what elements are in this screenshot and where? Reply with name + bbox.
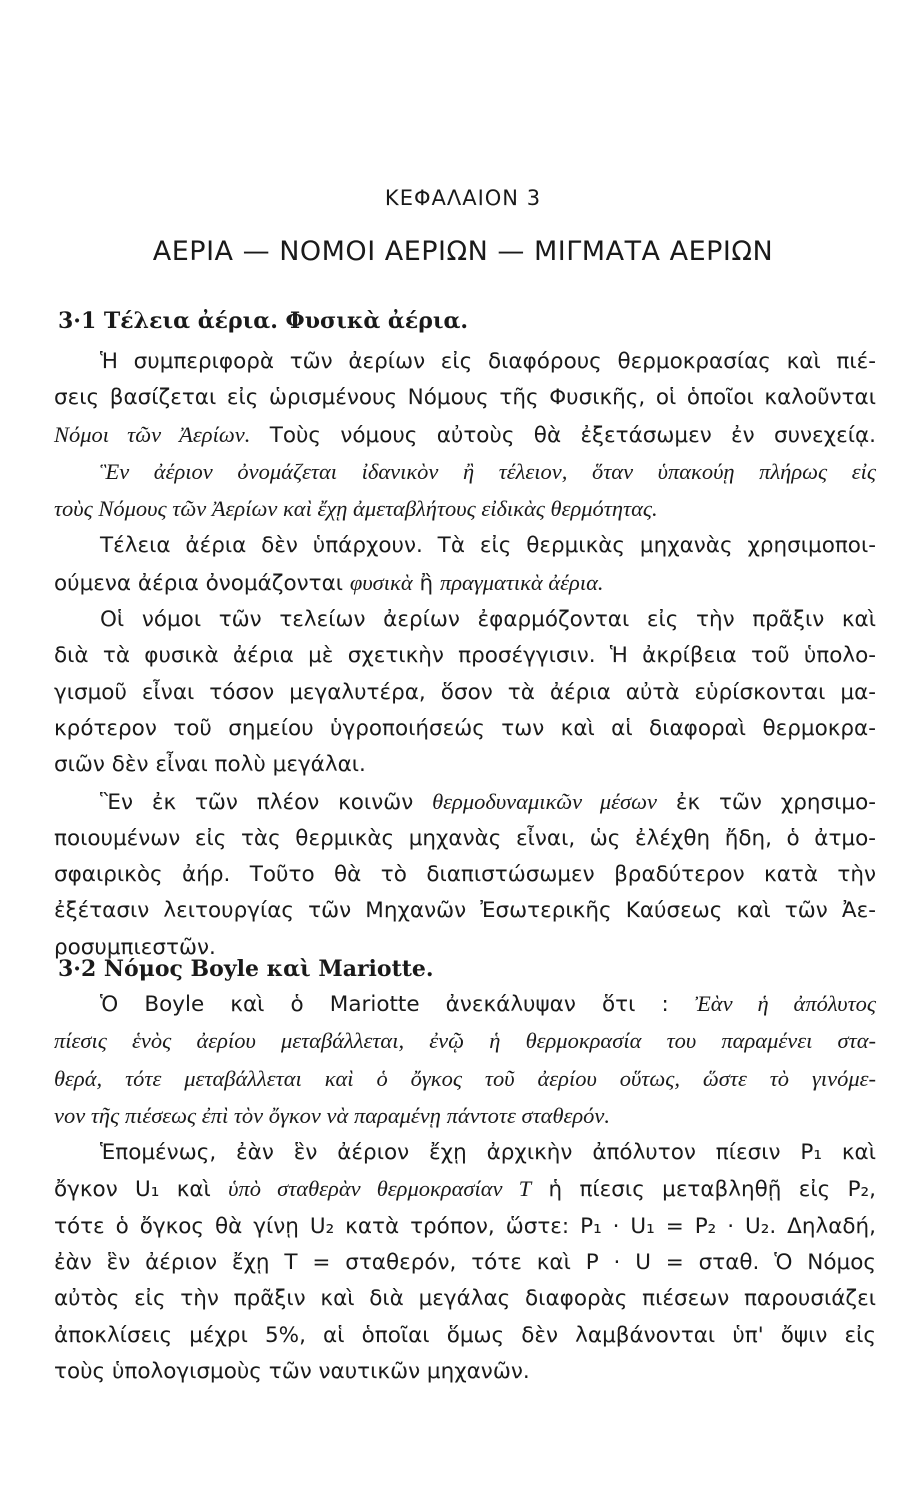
text-line: ροσυμπιεστῶν. xyxy=(54,934,216,960)
text-line: κρότερον τοῦ σημείου ὑγροποιήσεώς των καὶ αἱ διαφοραὶ θερμοκρα- xyxy=(54,715,876,741)
paragraph-ideal-gas-intro xyxy=(54,344,876,966)
italic-term: ὑπὸ σταθερὰν θερμοκρασίαν T xyxy=(228,1176,532,1202)
text-fragment: Τοὺς νόμους αὐτοὺς θὰ ἐξετάσωμεν ἐν συνεχείᾳ. xyxy=(269,422,877,448)
text-line xyxy=(54,417,876,454)
text-fragment: ἢ xyxy=(419,570,434,596)
italic-law: πίεσις ἑνὸς ἀερίου μεταβάλλεται, ἐνῷ ἡ θερμοκρασία του παραμένει στα- xyxy=(54,1028,876,1054)
text-line: Ἑπομένως, ἐὰν ἓν ἀέριον ἔχῃ ἀρχικὴν ἀπόλυτον πίεσιν P₁ καὶ xyxy=(100,1140,876,1166)
text-fragment: Ἓν ἐκ τῶν πλέον κοινῶν xyxy=(100,789,414,815)
text-line: ἀποκλίσεις μέχρι 5%, αἱ ὁποῖαι ὅμως δὲν λαμβάνονται ὑπ' ὄψιν εἰς xyxy=(54,1322,876,1348)
italic-law: νον τῆς πιέσεως ἐπὶ τὸν ὄγκον νὰ παραμένῃ πάντοτε σταθερόν. xyxy=(54,1102,611,1128)
text-fragment: ὄγκον U₁ καὶ xyxy=(54,1177,211,1203)
text-line: ἐξέτασιν λειτουργίας τῶν Μηχανῶν Ἐσωτερικῆς Καύσεως καὶ τῶν Ἀε- xyxy=(54,898,876,924)
text-line: αὐτὸς εἰς τὴν πρᾶξιν καὶ διὰ μεγάλας διαφορὰς πιέσεων παρουσιάζει xyxy=(54,1286,876,1312)
chapter-title: ΑΕΡΙΑ — ΝΟΜΟΙ ΑΕΡΙΩΝ — ΜΙΓΜΑΤΑ ΑΕΡΙΩΝ xyxy=(152,236,774,267)
text-line: διὰ τὰ φυσικὰ ἀέρια μὲ σχετικὴν προσέγγισιν. Ἡ ἀκρίβεια τοῦ ὑπολο- xyxy=(54,643,876,669)
italic-definition: τοὺς Νόμους τῶν Ἀερίων καὶ ἔχῃ ἀμεταβλήτους εἰδικὰς θερμότητας. xyxy=(54,496,658,522)
section-heading-3-2: 3·2 Νόμος Boyle καὶ Mariotte. xyxy=(58,956,434,982)
italic-law: θερά, τότε μεταβάλλεται καὶ ὁ ὄγκος τοῦ ἀερίου οὕτως, ὥστε τὸ γινόμε- xyxy=(54,1065,876,1091)
paragraph-boyle-mariotte xyxy=(54,986,876,1390)
italic-term: φυσικὰ xyxy=(349,569,413,595)
text-line xyxy=(54,1023,876,1060)
text-line xyxy=(54,1098,876,1135)
italic-term: πραγματικὰ ἀέρια. xyxy=(439,569,604,595)
text-line xyxy=(54,986,876,1023)
text-line xyxy=(54,454,876,491)
section-heading-3-1: 3·1 Τέλεια ἀέρια. Φυσικὰ ἀέρια. xyxy=(58,308,469,334)
text-line xyxy=(54,784,876,821)
italic-law: Ἐὰν ἡ ἀπόλυτος xyxy=(694,991,877,1016)
text-fragment: Ὁ Boyle καὶ ὁ Mariotte ἀνεκάλυψαν ὅτι : xyxy=(100,992,669,1017)
text-line: σεις βασίζεται εἰς ὡρισμένους Νόμους τῆς Φυσικῆς, οἱ ὁποῖοι καλοῦνται xyxy=(54,385,876,411)
text-line: Ἡ συμπεριφορὰ τῶν ἀερίων εἰς διαφόρους θερμοκρασίας καὶ πιέ- xyxy=(100,349,876,374)
text-fragment: ἐκ τῶν χρησιμο- xyxy=(675,789,876,815)
text-line: ποιουμένων εἰς τὰς θερμικὰς μηχανὰς εἶναι, ὡς ἐλέχθη ἤδη, ὁ ἀτμο- xyxy=(54,825,876,851)
text-line xyxy=(54,491,876,528)
italic-definition: Ἓν ἀέριον ὀνομάζεται ἰδανικὸν ἢ τέλειον, ὅταν ὑπακούῃ πλήρως εἰς xyxy=(100,458,876,484)
chapter-label: ΚΕΦΑΛΑΙΟΝ 3 xyxy=(384,186,542,210)
italic-term: θερμοδυναμικῶν μέσων xyxy=(432,788,657,814)
text-line: Τέλεια ἀέρια δὲν ὑπάρχουν. Τὰ εἰς θερμικὰς μηχανὰς χρησιμοποι- xyxy=(100,533,876,559)
text-line: ἐὰν ἓν ἀέριον ἔχῃ T = σταθερόν, τότε καὶ P · U = σταθ. Ὁ Νόμος xyxy=(54,1250,876,1276)
text-fragment: ούμενα ἀέρια ὀνομάζονται xyxy=(54,570,344,596)
text-line: σιῶν δὲν εἶναι πολὺ μεγάλαι. xyxy=(54,752,366,778)
text-line xyxy=(54,565,876,602)
text-line: γισμοῦ εἶναι τόσον μεγαλυτέρα, ὅσον τὰ ἀέρια αὐτὰ εὑρίσκονται μα- xyxy=(54,679,876,705)
italic-term: Νόμοι τῶν Ἀερίων. xyxy=(54,421,251,447)
text-line: σφαιρικὸς ἀήρ. Τοῦτο θὰ τὸ διαπιστώσωμεν βραδύτερον κατὰ τὴν xyxy=(54,862,876,888)
text-line: τότε ὁ ὄγκος θὰ γίνῃ U₂ κατὰ τρόπον, ὥστε: P₁ · U₁ = P₂ · U₂. Δηλαδή, xyxy=(54,1213,876,1239)
text-line: τοὺς ὑπολογισμοὺς τῶν ναυτικῶν μηχανῶν. xyxy=(54,1358,530,1384)
text-line xyxy=(54,1171,876,1208)
text-line xyxy=(54,1061,876,1098)
text-line: Οἱ νόμοι τῶν τελείων ἀερίων ἐφαρμόζονται εἰς τὴν πρᾶξιν καὶ xyxy=(100,607,876,633)
text-fragment: ἡ πίεσις μεταβληθῇ εἰς P₂, xyxy=(548,1177,876,1203)
